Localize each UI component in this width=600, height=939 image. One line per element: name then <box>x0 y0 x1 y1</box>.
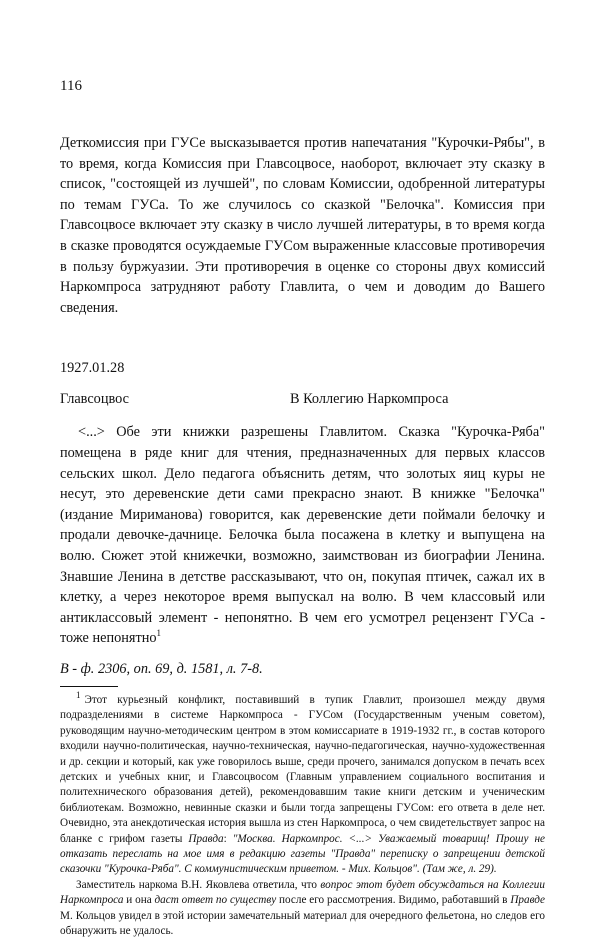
footnote-text-2c: после его рассмотрения. Видимо, работавший в <box>276 894 511 907</box>
footnote-text-2d: М. Кольцов увидел в этой истории замечательный материал для очередного фельетона, но следов его обнаружить не удалось. <box>60 909 545 937</box>
footnote-italic-2b: даст ответ по существу <box>154 894 277 907</box>
footnote-paragraph-2 <box>60 878 545 939</box>
document-date: 1927.01.28 <box>60 360 125 377</box>
footnote-reference: 1 <box>156 628 162 639</box>
footnote-quote: "Москва. Наркомпрос. <...> Уважаемый товарищ! Прошу не отказать переслать на мое имя в редакцию газеты "Правда" переписку о запрещении детской сказочки "Курочка-Ряба". С коммунистическим приветом. - Мих. Кольцов". (Там же, л. 29). <box>60 832 546 876</box>
footnote-paragraph-1 <box>60 690 546 878</box>
document-body-text: <...> Обе эти книжки разрешены Главлитом. Сказка "Курочка-Ряба" помещена в ряде книг для чтения, предназначенных для первых классов сельских школ. Дело педагога объяснить детям, что золотых яиц куры не несут, это деревенские дети сами прекрасно знают. В книжке "Белочка" (издание Мириманова) говорится, как деревенские дети поймали белочку и продали девочке-дачнице. Белочка была посажена в клетку и выпущена на волю. Сюжет этой книжечки, возможно, заимствован из биографии Ленина. Знавшие Ленина в детстве рассказывают, что он, покупая птичек, сажал их в клетку, а через некоторое время выпускал на волю. В чем классовый или антиклассовый элемент - непонятно. В чем его усмотрел рецензент ГУСа - тоже непонятно <box>60 424 545 647</box>
footnote-text-2b: и она <box>123 894 155 907</box>
footnote-text-2a: Заместитель наркома В.Н. Яковлева ответила, что <box>76 878 321 891</box>
footnote-marker: 1 <box>76 690 81 701</box>
intro-paragraph: Деткомиссия при ГУСе высказывается против напечатания "Курочки-Рябы", в то время, когда Комиссия при Главсоцвосе, наоборот, включает эту сказку в список, "состоящей из лучшей", по словам Комиссии, одобренной литературы по темам ГУСа. То же случилось со сказкой "Белочка". Комиссия при Главсоцвосе включает эту сказку в число лучшей литературы, в то время когда в сказке проводятся осуждаемые ГУСом выраженные классовые противоречия в пользу буржуазии. Эти противоречия в оценке со стороны двух комиссий Наркомпроса затрудняют работу Главлита, о чем и доводим до Вашего сведения. <box>60 135 545 316</box>
page-number: 116 <box>60 78 82 94</box>
document-body <box>60 422 545 649</box>
footnote-italic-2a: вопрос этот будет обсуждаться на Коллегии Наркомпроса <box>60 878 545 907</box>
archive-reference: В - ф. 2306, оп. 69, д. 1581, л. 7-8. <box>60 660 263 677</box>
footnote-divider <box>60 686 118 687</box>
footnote-text-1b: : <box>223 832 233 845</box>
document-recipient: В Коллегию Наркомпроса <box>290 391 449 408</box>
document-sender: Главсоцвос <box>60 391 129 408</box>
document-header <box>60 391 545 408</box>
newspaper-name: Правда <box>188 832 224 845</box>
document-page <box>60 78 545 939</box>
footnote-italic-2c: Правде <box>510 894 545 907</box>
footnote-text-1: Этот курьезный конфликт, поставивший в тупик Главлит, произошел между двумя подразделениями в системе Наркомпроса - ГУСом (Государственным ученым советом), руководящим научно-методическим центром в этом комиссариате в 1919-1932 гг., в состав которого входили научно-политическая, научно-техническая, научно-педагогическая, научно-художественная и др. секции и который, как уже говорилось выше, среди прочего, занимался допуском в печать всех детских и учебных книг, и Главсоцвосом (Главным управлением социального воспитания и политехнического образования детей), рекомендовавшим такие книги детским и ученическим библиотекам. Возможно, невинные сказки и были тогда запрещены ГУСом: его ответа в деле нет. Очевидно, эта анекдотическая история вышла из стен Наркомпроса, о чем свидетельствует запрос на бланке с грифом газеты <box>60 693 545 845</box>
